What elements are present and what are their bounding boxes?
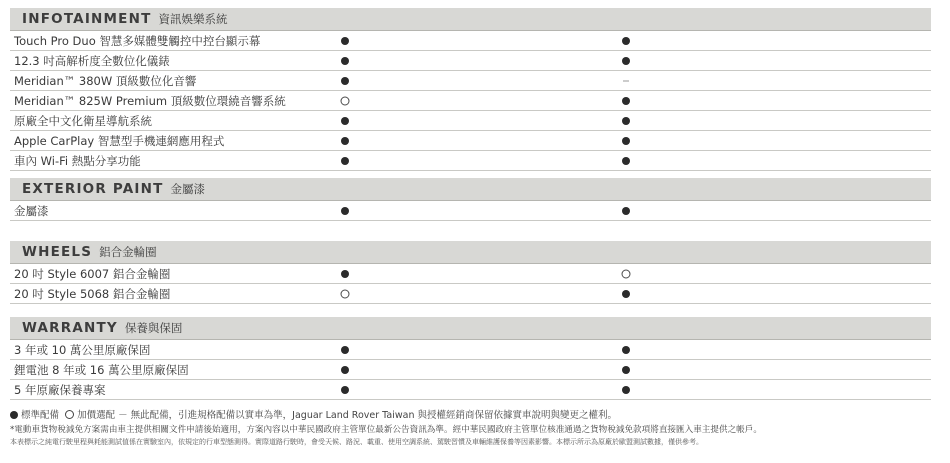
note-tax: *電動車貨物稅減免方案需由車主提供相關文件申請後始適用，方案內容以中華民國政府主管單位最新公告資訊為準。經中華民國政府主管單位核准通過之貨物稅減免款項將直接匯入車主提供之帳戶。 [10,425,762,435]
section-warranty [10,317,931,400]
optional-ring-icon [622,269,631,278]
standard-dot-icon [10,411,18,419]
section-header [10,178,931,201]
standard-dot-icon [341,270,349,278]
table-row [10,264,931,284]
row-label: 金屬漆 [14,203,49,218]
standard-dot-icon [622,37,630,45]
optional-ring-icon [341,289,350,298]
row-label: 20 吋 Style 5068 鋁合金輪圈 [14,286,171,301]
table-row [10,71,931,91]
not-available-dash-icon [623,80,629,81]
standard-dot-icon [341,346,349,354]
table-row [10,380,931,400]
table-row [10,340,931,360]
row-label: 原廠全中文化衛星導航系統 [14,113,152,128]
row-label: 5 年原廠保養專案 [14,382,106,397]
section-infotainment [10,8,931,171]
table-row [10,51,931,71]
standard-dot-icon [622,157,630,165]
section-title-en: EXTERIOR PAINT [22,181,164,197]
row-label: Touch Pro Duo 智慧多媒體雙觸控中控台顯示幕 [14,33,261,48]
standard-dot-icon [622,366,630,374]
standard-dot-icon [622,207,630,215]
section-title-zh: 鋁合金輪圈 [99,245,157,259]
row-label: Apple CarPlay 智慧型手機連網應用程式 [14,133,225,148]
section-title-zh: 保養與保固 [124,321,183,335]
table-row [10,201,931,221]
section-title-en: WARRANTY [22,320,118,336]
table-row [10,360,931,380]
section-exterior-paint [10,178,931,221]
standard-dot-icon [622,346,630,354]
standard-dot-icon [341,386,349,394]
optional-ring-icon [341,96,350,105]
standard-dot-icon [341,57,349,65]
legend-none: － 無此配備，引進規格配備以實車為準，Jaguar Land Rover Taiwan 與授權經銷商保留依據實車說明與變更之權利。 [118,410,617,421]
section-title-en: INFOTAINMENT [22,11,152,27]
legend-standard: 標準配備 [21,410,60,421]
standard-dot-icon [341,137,349,145]
standard-dot-icon [341,157,349,165]
section-title-zh: 金屬漆 [170,182,205,196]
table-row [10,111,931,131]
section-wheels [10,241,931,304]
standard-dot-icon [622,386,630,394]
table-row [10,31,931,51]
row-label: 12.3 吋高解析度全數位化儀錶 [14,53,170,68]
row-label: Meridian™ 380W 頂級數位化音響 [14,73,197,88]
section-title-en: WHEELS [22,244,93,260]
row-label: 車內 Wi-Fi 熱點分享功能 [14,153,141,168]
standard-dot-icon [341,117,349,125]
section-header [10,241,931,264]
section-header [10,8,931,31]
table-row [10,284,931,304]
row-label: 20 吋 Style 6007 鋁合金輪圈 [14,266,171,281]
standard-dot-icon [341,77,349,85]
row-label: 鋰電池 8 年或 16 萬公里原廠保固 [14,362,189,377]
optional-ring-icon [65,410,74,419]
row-label: 3 年或 10 萬公里原廠保固 [14,342,151,357]
section-title-zh: 資訊娛樂系統 [158,12,228,26]
table-row [10,131,931,151]
standard-dot-icon [622,117,630,125]
table-row [10,91,931,111]
standard-dot-icon [341,207,349,215]
standard-dot-icon [622,290,630,298]
standard-dot-icon [622,57,630,65]
standard-dot-icon [622,97,630,105]
row-label: Meridian™ 825W Premium 頂級數位環繞音響系統 [14,93,286,108]
section-header [10,317,931,340]
standard-dot-icon [622,137,630,145]
standard-dot-icon [341,37,349,45]
legend [10,407,617,421]
legend-optional: 加價選配 [77,410,116,421]
note-range: 本表標示之純電行駛里程與耗能測試值係在實驗室內，依規定的行車型態測得。實際道路行駛時，會受天候、路況、載重、使用空調系統、駕駛習慣及車輛維護保養等因素影響。本標示所示為原廠於歐盟測試數據，僅供參考。 [10,438,703,446]
table-row [10,151,931,171]
standard-dot-icon [341,366,349,374]
